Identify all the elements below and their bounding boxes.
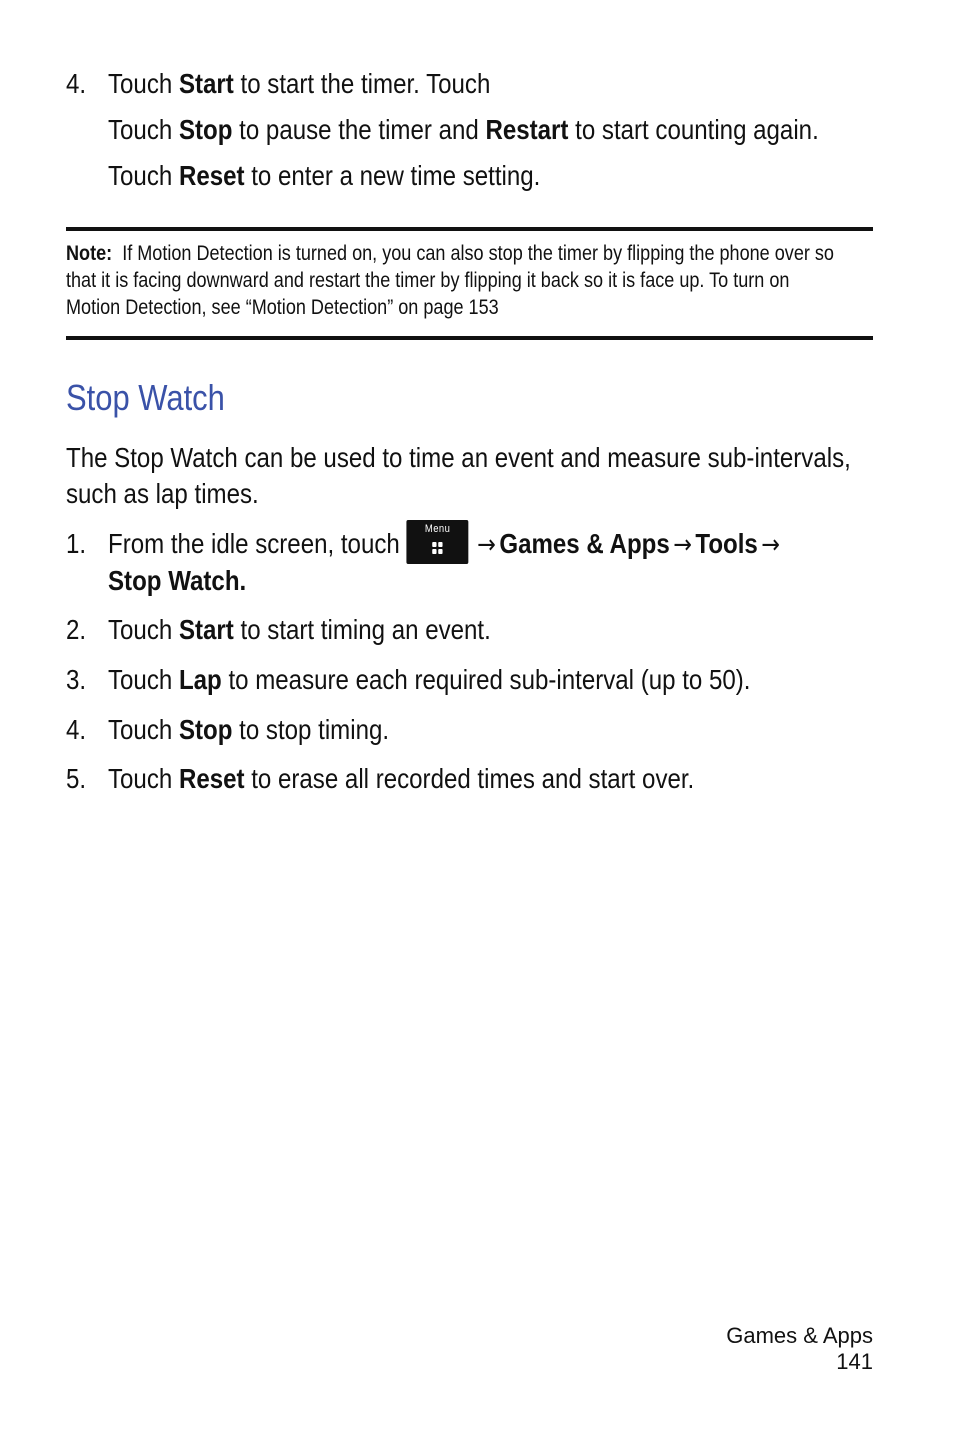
page-number: 141 — [836, 1349, 873, 1374]
intro-line-2: such as lap times. — [66, 478, 259, 509]
note-top-rule — [66, 227, 873, 231]
step-text: Touch Stop to stop timing. — [108, 714, 390, 745]
step-number: 3. — [66, 664, 87, 695]
step-number: 5. — [66, 763, 87, 794]
step-text: Touch Reset to erase all recorded times and start over. — [108, 763, 695, 794]
step-number: 4. — [66, 68, 87, 99]
step-text: Touch Start to start timing an event. — [108, 614, 491, 645]
note-bottom-rule — [66, 336, 873, 340]
step-text: Touch Lap to measure each required sub-interval (up to 50). — [108, 664, 751, 695]
footer-section-name: Games & Apps — [726, 1323, 873, 1348]
note-line-2: that it is facing downward and restart the timer by flipping it back so it is face up. To turn on — [66, 269, 790, 292]
timer-step-4-line-3: Touch Reset to enter a new time setting. — [108, 160, 541, 191]
step-number: 4. — [66, 714, 87, 745]
step-text: Touch Start to start the timer. Touch — [108, 68, 491, 99]
note-line-3: Motion Detection, see “Motion Detection” on page 153 — [66, 296, 499, 319]
note-line-1: Note: If Motion Detection is turned on, you can also stop the timer by flipping the phone over so — [66, 242, 834, 265]
arrow-right-icon: → — [477, 530, 496, 560]
section-title: Stop Watch — [66, 377, 225, 418]
grid-icon — [432, 542, 442, 554]
step-number: 2. — [66, 614, 87, 645]
arrow-right-icon: → — [673, 530, 692, 560]
step-text: From the idle screen, touch Menu → Games & Apps → Tools → — [108, 526, 783, 564]
timer-step-4-line-2: Touch Stop to pause the timer and Restart to start counting again. — [108, 114, 819, 145]
step-number: 1. — [66, 528, 87, 559]
note-label: Note: — [66, 242, 113, 265]
menu-key-icon: Menu — [407, 520, 469, 564]
stopwatch-step-1-line-2: Stop Watch. — [108, 565, 247, 596]
arrow-right-icon: → — [761, 530, 781, 560]
intro-line-1: The Stop Watch can be used to time an event and measure sub-intervals, — [66, 442, 851, 473]
